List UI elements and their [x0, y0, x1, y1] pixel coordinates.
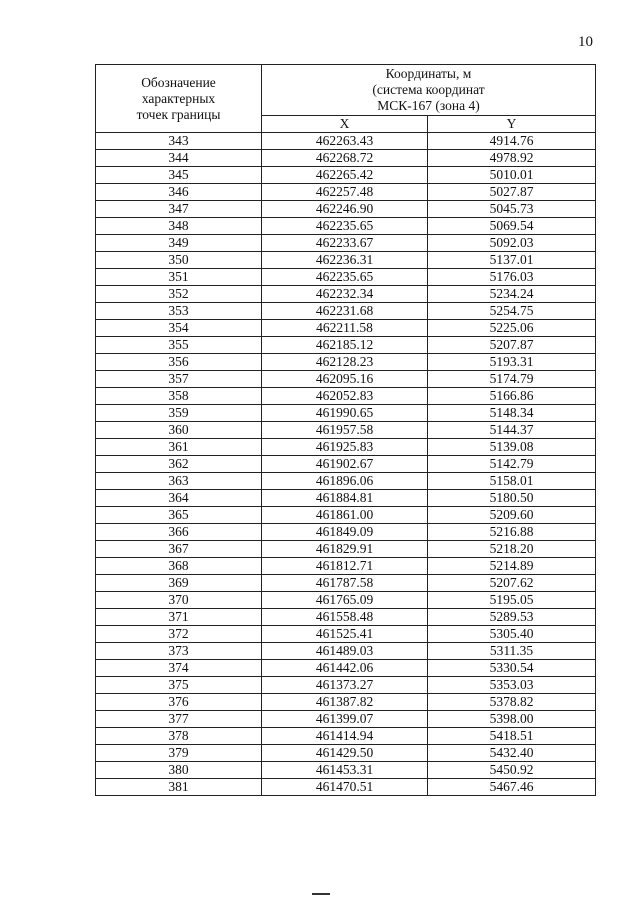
point-id-cell: 343	[96, 133, 262, 150]
y-coordinate-cell: 5330.54	[428, 660, 596, 677]
point-id-cell: 370	[96, 592, 262, 609]
point-id-cell: 359	[96, 405, 262, 422]
point-id-cell: 354	[96, 320, 262, 337]
table-row	[96, 626, 596, 643]
table-row	[96, 643, 596, 660]
header-coordinates	[262, 65, 596, 116]
table-row	[96, 473, 596, 490]
point-id-cell: 369	[96, 575, 262, 592]
x-coordinate-cell: 461884.81	[262, 490, 428, 507]
point-id-cell: 371	[96, 609, 262, 626]
x-coordinate-cell: 461387.82	[262, 694, 428, 711]
table-row	[96, 558, 596, 575]
point-id-cell: 352	[96, 286, 262, 303]
point-id-cell: 357	[96, 371, 262, 388]
table-row	[96, 133, 596, 150]
y-coordinate-cell: 5218.20	[428, 541, 596, 558]
y-coordinate-cell: 5225.06	[428, 320, 596, 337]
y-coordinate-cell: 5139.08	[428, 439, 596, 456]
y-coordinate-cell: 5398.00	[428, 711, 596, 728]
y-coordinate-cell: 5027.87	[428, 184, 596, 201]
y-coordinate-cell: 5166.86	[428, 388, 596, 405]
y-coordinate-cell: 5010.01	[428, 167, 596, 184]
header-point-line-2: характерных	[141, 90, 216, 106]
y-coordinate-cell: 5207.62	[428, 575, 596, 592]
y-coordinate-cell: 5311.35	[428, 643, 596, 660]
x-coordinate-cell: 461896.06	[262, 473, 428, 490]
table-row	[96, 575, 596, 592]
x-coordinate-cell: 461957.58	[262, 422, 428, 439]
table-row	[96, 660, 596, 677]
table-row	[96, 354, 596, 371]
table-row	[96, 337, 596, 354]
table-row	[96, 269, 596, 286]
header-coords-line-1: Координаты, м	[385, 66, 472, 81]
table-row	[96, 252, 596, 269]
header-y: Y	[428, 116, 596, 133]
point-id-cell: 364	[96, 490, 262, 507]
x-coordinate-cell: 461849.09	[262, 524, 428, 541]
header-point-line-3: точек границы	[136, 106, 221, 122]
table-row	[96, 184, 596, 201]
point-id-cell: 378	[96, 728, 262, 745]
table-row	[96, 150, 596, 167]
x-coordinate-cell: 461558.48	[262, 609, 428, 626]
y-coordinate-cell: 5254.75	[428, 303, 596, 320]
y-coordinate-cell: 5174.79	[428, 371, 596, 388]
x-coordinate-cell: 461429.50	[262, 745, 428, 762]
point-id-cell: 380	[96, 762, 262, 779]
table-row	[96, 218, 596, 235]
x-coordinate-cell: 461812.71	[262, 558, 428, 575]
y-coordinate-cell: 5092.03	[428, 235, 596, 252]
table-row	[96, 507, 596, 524]
x-coordinate-cell: 462185.12	[262, 337, 428, 354]
table-row	[96, 541, 596, 558]
x-coordinate-cell: 462235.65	[262, 269, 428, 286]
y-coordinate-cell: 5432.40	[428, 745, 596, 762]
x-coordinate-cell: 462095.16	[262, 371, 428, 388]
table-row	[96, 167, 596, 184]
point-id-cell: 377	[96, 711, 262, 728]
table-row	[96, 609, 596, 626]
table-row	[96, 745, 596, 762]
y-coordinate-cell: 5137.01	[428, 252, 596, 269]
point-id-cell: 361	[96, 439, 262, 456]
header-x: X	[262, 116, 428, 133]
table-row	[96, 439, 596, 456]
point-id-cell: 379	[96, 745, 262, 762]
table-row	[96, 286, 596, 303]
y-coordinate-cell: 5234.24	[428, 286, 596, 303]
table-header	[96, 65, 596, 133]
x-coordinate-cell: 462052.83	[262, 388, 428, 405]
point-id-cell: 358	[96, 388, 262, 405]
point-id-cell: 362	[96, 456, 262, 473]
table-row	[96, 201, 596, 218]
x-coordinate-cell: 462232.34	[262, 286, 428, 303]
x-coordinate-cell: 461829.91	[262, 541, 428, 558]
y-coordinate-cell: 5378.82	[428, 694, 596, 711]
x-coordinate-cell: 462268.72	[262, 150, 428, 167]
x-coordinate-cell: 461470.51	[262, 779, 428, 796]
x-coordinate-cell: 461399.07	[262, 711, 428, 728]
x-coordinate-cell: 461861.00	[262, 507, 428, 524]
table-row	[96, 694, 596, 711]
y-coordinate-cell: 5148.34	[428, 405, 596, 422]
table-row	[96, 303, 596, 320]
page-number: 10	[578, 34, 593, 50]
y-coordinate-cell: 5216.88	[428, 524, 596, 541]
point-id-cell: 374	[96, 660, 262, 677]
table-body	[96, 133, 596, 796]
x-coordinate-cell: 461925.83	[262, 439, 428, 456]
y-coordinate-cell: 5418.51	[428, 728, 596, 745]
point-id-cell: 368	[96, 558, 262, 575]
point-id-cell: 363	[96, 473, 262, 490]
header-point-line-1: Обозначение	[141, 74, 216, 90]
point-id-cell: 373	[96, 643, 262, 660]
point-id-cell: 349	[96, 235, 262, 252]
header-point-label	[96, 65, 262, 133]
x-coordinate-cell: 461902.67	[262, 456, 428, 473]
table-row	[96, 320, 596, 337]
y-coordinate-cell: 5180.50	[428, 490, 596, 507]
y-coordinate-cell: 5193.31	[428, 354, 596, 371]
x-coordinate-cell: 462235.65	[262, 218, 428, 235]
point-id-cell: 345	[96, 167, 262, 184]
y-coordinate-cell: 5214.89	[428, 558, 596, 575]
y-coordinate-cell: 5353.03	[428, 677, 596, 694]
y-coordinate-cell: 5450.92	[428, 762, 596, 779]
coordinates-table	[95, 64, 596, 796]
point-id-cell: 355	[96, 337, 262, 354]
table-row	[96, 371, 596, 388]
x-coordinate-cell: 461990.65	[262, 405, 428, 422]
table-row	[96, 456, 596, 473]
table-row	[96, 405, 596, 422]
x-coordinate-cell: 461442.06	[262, 660, 428, 677]
table-row	[96, 490, 596, 507]
y-coordinate-cell: 5142.79	[428, 456, 596, 473]
x-coordinate-cell: 461373.27	[262, 677, 428, 694]
point-id-cell: 360	[96, 422, 262, 439]
point-id-cell: 372	[96, 626, 262, 643]
point-id-cell: 376	[96, 694, 262, 711]
y-coordinate-cell: 5467.46	[428, 779, 596, 796]
x-coordinate-cell: 461414.94	[262, 728, 428, 745]
point-id-cell: 356	[96, 354, 262, 371]
y-coordinate-cell: 5305.40	[428, 626, 596, 643]
x-coordinate-cell: 462246.90	[262, 201, 428, 218]
y-coordinate-cell: 5144.37	[428, 422, 596, 439]
y-coordinate-cell: 5207.87	[428, 337, 596, 354]
point-id-cell: 367	[96, 541, 262, 558]
x-coordinate-cell: 462128.23	[262, 354, 428, 371]
header-coords-line-2: (система координат	[372, 82, 485, 97]
table-row	[96, 711, 596, 728]
point-id-cell: 351	[96, 269, 262, 286]
x-coordinate-cell: 461489.03	[262, 643, 428, 660]
x-coordinate-cell: 462236.31	[262, 252, 428, 269]
x-coordinate-cell: 462211.58	[262, 320, 428, 337]
table-row	[96, 422, 596, 439]
y-coordinate-cell: 5195.05	[428, 592, 596, 609]
point-id-cell: 348	[96, 218, 262, 235]
y-coordinate-cell: 4978.92	[428, 150, 596, 167]
y-coordinate-cell: 5045.73	[428, 201, 596, 218]
x-coordinate-cell: 461453.31	[262, 762, 428, 779]
table-row	[96, 779, 596, 796]
y-coordinate-cell: 4914.76	[428, 133, 596, 150]
x-coordinate-cell: 462263.43	[262, 133, 428, 150]
table-row	[96, 592, 596, 609]
x-coordinate-cell: 461765.09	[262, 592, 428, 609]
table-row	[96, 388, 596, 405]
point-id-cell: 375	[96, 677, 262, 694]
footer-mark	[312, 893, 330, 895]
x-coordinate-cell: 462265.42	[262, 167, 428, 184]
y-coordinate-cell: 5209.60	[428, 507, 596, 524]
point-id-cell: 346	[96, 184, 262, 201]
table-row	[96, 235, 596, 252]
y-coordinate-cell: 5289.53	[428, 609, 596, 626]
table-row	[96, 728, 596, 745]
x-coordinate-cell: 461787.58	[262, 575, 428, 592]
table-row	[96, 524, 596, 541]
x-coordinate-cell: 462257.48	[262, 184, 428, 201]
point-id-cell: 353	[96, 303, 262, 320]
point-id-cell: 365	[96, 507, 262, 524]
x-coordinate-cell: 462233.67	[262, 235, 428, 252]
point-id-cell: 344	[96, 150, 262, 167]
header-coords-line-3: МСК-167 (зона 4)	[377, 98, 480, 113]
y-coordinate-cell: 5158.01	[428, 473, 596, 490]
point-id-cell: 347	[96, 201, 262, 218]
point-id-cell: 350	[96, 252, 262, 269]
y-coordinate-cell: 5069.54	[428, 218, 596, 235]
table-row	[96, 677, 596, 694]
point-id-cell: 366	[96, 524, 262, 541]
x-coordinate-cell: 461525.41	[262, 626, 428, 643]
table-row	[96, 762, 596, 779]
x-coordinate-cell: 462231.68	[262, 303, 428, 320]
y-coordinate-cell: 5176.03	[428, 269, 596, 286]
point-id-cell: 381	[96, 779, 262, 796]
